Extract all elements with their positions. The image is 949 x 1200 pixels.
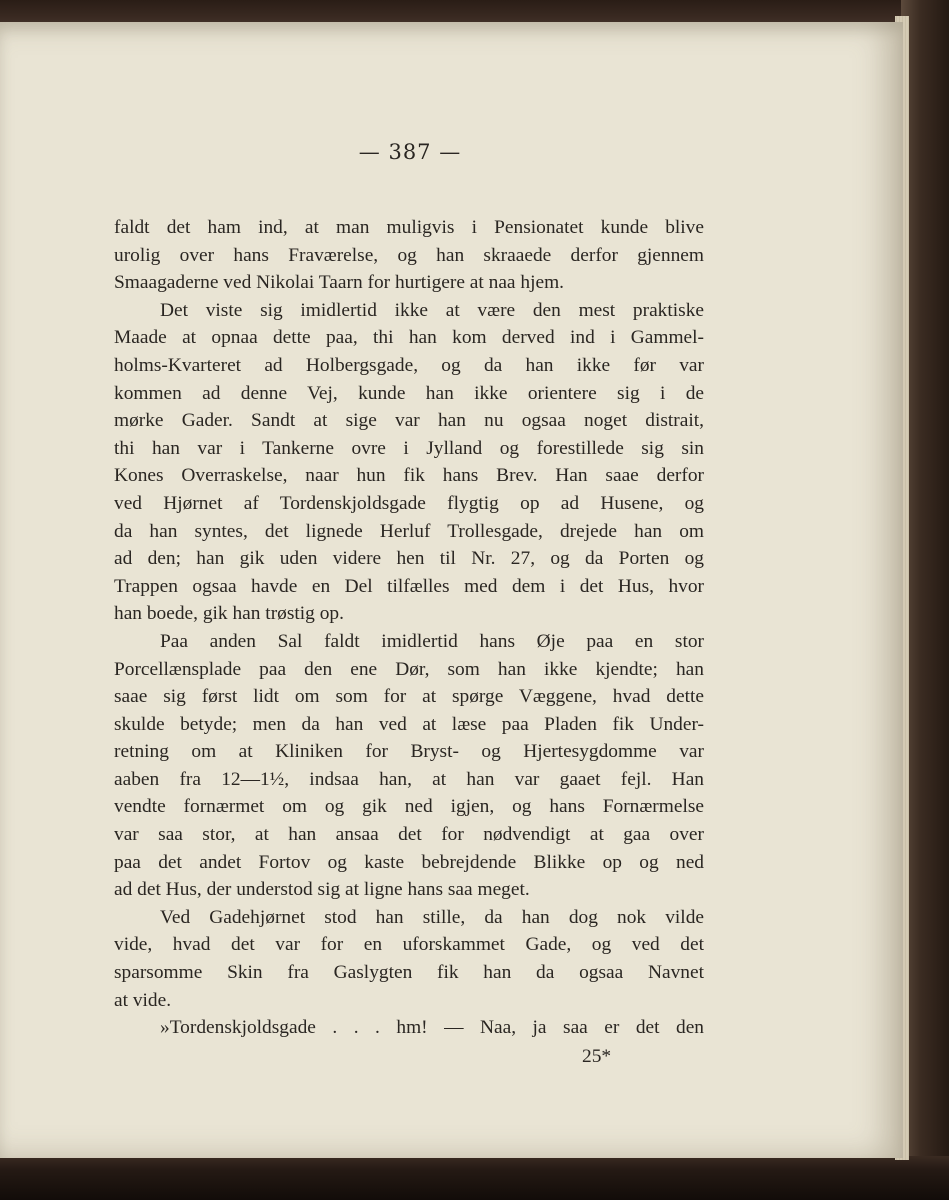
text-line: vide, hvad det var for en uforskammet Gade, og ved det <box>114 934 704 956</box>
text-line: han boede, gik han trøstig op. <box>114 603 344 625</box>
text-line: Porcellænsplade paa den ene Dør, som han ikke kjendte; han <box>114 658 704 680</box>
body-text <box>114 214 704 1042</box>
text-line: Kones Overraskelse, naar hun fik hans Brev. Han saae derfor <box>114 465 704 487</box>
text-line: skulde betyde; men da han ved at læse paa Pladen fik Under- <box>114 713 704 735</box>
text-line: paa det andet Fortov og kaste bebrejdende Blikke op og ned <box>114 851 704 873</box>
text-line: retning om at Kliniken for Bryst- og Hjertesygdomme var <box>114 741 704 763</box>
signature-mark: 25* <box>582 1046 612 1067</box>
text-line: Ved Gadehjørnet stod han stille, da han dog nok vilde <box>160 906 704 928</box>
text-line: da han syntes, det lignede Herluf Trollesgade, drejede han om <box>114 520 704 542</box>
text-line: kommen ad denne Vej, kunde han ikke orientere sig i de <box>114 382 704 404</box>
text-line: sparsomme Skin fra Gaslygten fik han da ogsaa Navnet <box>114 962 704 984</box>
text-line: saae sig først lidt om som for at spørge Væggene, hvad dette <box>114 686 704 708</box>
text-line: »Tordenskjoldsgade . . . hm! — Naa, ja saa er det den <box>160 1017 704 1039</box>
text-line: ad den; han gik uden videre hen til Nr. 27, og da Porten og <box>114 548 704 570</box>
text-line: var saa stor, at han ansaa det for nødvendigt at gaa over <box>114 824 704 846</box>
text-line: Paa anden Sal faldt imidlertid hans Øje paa en stor <box>160 630 704 652</box>
text-line: thi han var i Tankerne ovre i Jylland og forestillede sig sin <box>114 437 704 459</box>
text-line: aaben fra 12—1½, indsaa han, at han var gaaet fejl. Han <box>114 768 704 790</box>
text-line: Det viste sig imidlertid ikke at være den mest praktiske <box>160 299 704 321</box>
text-line: faldt det ham ind, at man muligvis i Pensionatet kunde blive <box>114 217 704 238</box>
text-line: urolig over hans Fraværelse, og han skraaede derfor gjennem <box>114 244 704 266</box>
text-line: holms-Kvarteret ad Holbergsgade, og da han ikke før var <box>114 354 704 376</box>
text-line: ad det Hus, der understod sig at ligne hans saa meget. <box>114 879 530 901</box>
text-line: mørke Gader. Sandt at sige var han nu ogsaa noget distrait, <box>114 410 704 432</box>
text-line: vendte fornærmet om og gik ned igjen, og hans Fornærmelse <box>114 796 704 818</box>
page-number: — 387 — <box>358 140 462 164</box>
text-line: at vide. <box>114 989 172 1011</box>
book-cover-bottom <box>0 1156 949 1200</box>
text-line: Smaagaderne ved Nikolai Taarn for hurtigere at naa hjem. <box>114 272 565 294</box>
text-line: Maade at opnaa dette paa, thi han kom derved ind i Gammel- <box>114 327 704 349</box>
book-page <box>0 22 903 1158</box>
text-line: Trappen ogsaa havde en Del tilfælles med dem i det Hus, hvor <box>114 575 704 597</box>
text-line: ved Hjørnet af Tordenskjoldsgade flygtig op ad Husene, og <box>114 492 704 514</box>
